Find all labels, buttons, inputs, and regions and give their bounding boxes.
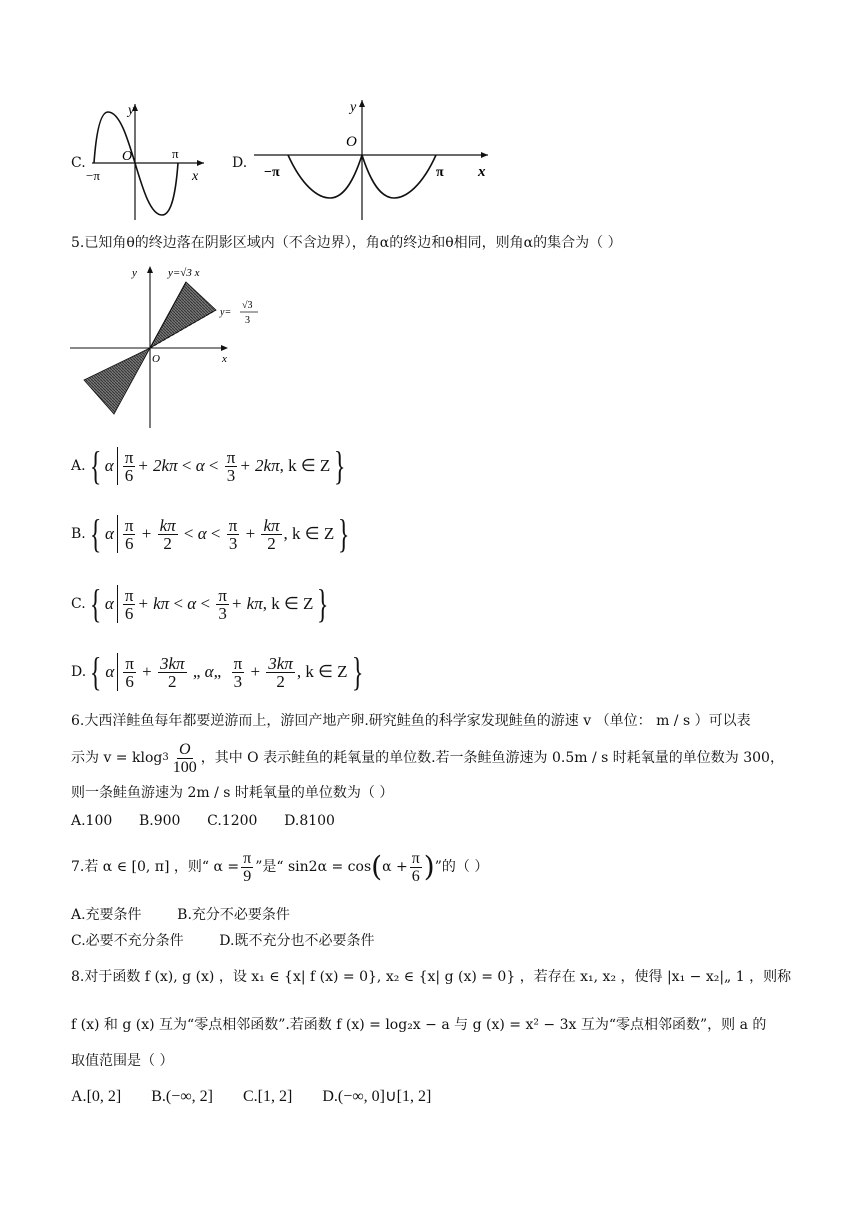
q6-options[interactable]: A.100 B.900 C.1200 D.8100 xyxy=(71,813,335,829)
q5-option-c[interactable]: C. { α $\frac{\pi}{6}$ + kπ < α < $\frac{\pi}{3}$ + kπ , k ∈ Z } xyxy=(71,581,329,626)
term: + kπ xyxy=(137,594,170,613)
q6-formula-post: ，其中 O 表示鲑鱼的耗氧量的单位数.若一条鲑鱼游速为 0.5m / s 时耗氧量的单位数为 300， xyxy=(200,750,784,766)
q8-line3: 取值范围是（ ） xyxy=(71,1053,174,1069)
q8-option-d-label: D. xyxy=(322,1088,338,1105)
q4-d-pi: π xyxy=(436,165,444,180)
q8-option-c-value: [1, 2] xyxy=(257,1088,293,1105)
q4-c-neg-pi: −π xyxy=(86,168,100,183)
frac-den: 3 xyxy=(218,603,227,623)
q7-options-ab[interactable]: A.充要条件 B.充分不必要条件 xyxy=(71,907,290,923)
frac-num: kπ xyxy=(159,515,176,535)
q5-line2-den: 3 xyxy=(245,315,250,326)
q4-d-neg-pi: −π xyxy=(264,165,280,180)
frac-num: π xyxy=(226,447,236,467)
frac-den: 6 xyxy=(124,465,134,485)
q8-option-c[interactable] xyxy=(243,1088,292,1106)
frac-den: 100 xyxy=(172,758,197,776)
q5-option-a[interactable]: A. { α $\frac{\pi}{6}$ + 2kπ < α < $\frac{\pi}{3}$ + 2kπ , k ∈ Z } xyxy=(71,443,346,488)
frac-den: 2 xyxy=(267,533,276,553)
q8-option-b[interactable] xyxy=(151,1088,213,1106)
term: + 2kπ xyxy=(137,456,178,475)
frac-num: π xyxy=(228,515,238,535)
q5-origin: O xyxy=(152,353,160,365)
q4-graph-c xyxy=(84,100,210,222)
frac-den: 6 xyxy=(124,603,134,623)
frac-den: 9 xyxy=(243,867,252,885)
q7-post: ”的（ ） xyxy=(434,859,489,875)
q5-option-b[interactable]: B. { α $\frac{\pi}{6}$ + $\frac{k\pi}{2}$ < α < $\frac{\pi}{3}$ + $\frac{k\pi}{2}$ , k ∈ Z } xyxy=(71,511,350,556)
k-domain: , k ∈ Z xyxy=(296,662,348,681)
q4-d-y-label: y xyxy=(350,100,357,115)
q5-line1-label: y=√3 x xyxy=(168,267,200,279)
frac-num: kπ xyxy=(263,515,280,535)
q8-option-b-value: (−∞, 2] xyxy=(165,1088,213,1105)
frac-num: π xyxy=(243,849,252,867)
frac-den: 3 xyxy=(226,465,236,485)
frac-den: 2 xyxy=(168,671,177,691)
q4-c-y-label: y xyxy=(128,103,135,118)
q5-stem: 5.已知角θ的终边落在阴影区域内（不含边界），角α的终边和θ相同，则角α的集合为（ ） xyxy=(71,235,622,251)
q8-option-c-label: C. xyxy=(242,1088,258,1105)
frac-num: π xyxy=(124,447,134,467)
q4-option-d-label[interactable]: D. xyxy=(232,155,248,171)
q4-d-x-label: x xyxy=(478,164,486,180)
q8-option-a[interactable] xyxy=(71,1088,121,1106)
q8-options xyxy=(71,1088,431,1106)
frac-num: π xyxy=(124,585,134,605)
q8-line2: f (x) 和 g (x) 互为“零点相邻函数”.若函数 f (x) = log₂x − a 与 g (x) = x² − 3x 互为“零点相邻函数”，则 a 的 xyxy=(71,1017,767,1033)
q5-figure xyxy=(70,262,280,430)
k-domain: , k ∈ Z xyxy=(279,456,331,475)
q6-log-base: 3 xyxy=(162,752,169,763)
q5-option-a-label: A. xyxy=(71,458,86,474)
q6-line3: 则一条鲑鱼游速为 2m / s 时耗氧量的单位数为（ ） xyxy=(71,785,394,801)
q8-option-a-value: [0, 2] xyxy=(86,1088,122,1105)
q4-d-origin: O xyxy=(346,134,357,150)
q5-x-label: x xyxy=(222,353,227,365)
frac-num: π xyxy=(411,849,420,867)
q5-option-d-label: D. xyxy=(71,664,87,680)
q5-option-c-label: C. xyxy=(71,596,86,612)
q7-options-cd[interactable]: C.必要不充分条件 D.既不充分也不必要条件 xyxy=(71,933,375,949)
frac-num: 3kπ xyxy=(268,653,293,673)
frac-num: π xyxy=(218,585,227,605)
frac-den: 3 xyxy=(228,533,238,553)
k-domain: , k ∈ Z xyxy=(283,524,335,543)
q8-option-a-label: A. xyxy=(71,1088,87,1105)
frac-num: O xyxy=(178,740,191,758)
q5-option-d[interactable]: D. { α $\frac{\pi}{6}$ + $\frac{3k\pi}{2}$ „ α „ $\frac{\pi}{3}$ + $\frac{3k\pi}{2}$ , k ∈ Z } xyxy=(71,649,363,694)
q7-pre: 7.若 α ∈ [0, π] ，则“ α = xyxy=(71,859,240,875)
frac-den: 6 xyxy=(124,533,134,553)
frac-num: 3kπ xyxy=(160,653,185,673)
q5-line2-lhs: y= xyxy=(220,307,232,318)
q7-stem: 7.若 α ∈ [0, π] ，则“ α = $\frac{\pi}{9}$ ”是“ sin2α = cos ( α + $\frac{\pi}{6}$ ) ”的（ ） xyxy=(71,849,489,885)
q4-option-c-label[interactable]: C. xyxy=(71,155,86,171)
q6-line2 xyxy=(71,738,784,778)
q5-line2-num: √3 xyxy=(242,300,253,311)
q6-formula-pre: 示为 v = klog xyxy=(71,750,163,766)
q4-graph-d xyxy=(250,96,496,222)
q8-option-b-label: B. xyxy=(151,1088,166,1105)
q6-line1: 6.大西洋鲑鱼每年都要逆游而上，游回产地产卵.研究鲑鱼的科学家发现鲑鱼的游速 v （单位： m / s ）可以表 xyxy=(71,713,751,729)
q4-c-x-label: x xyxy=(192,169,199,184)
frac-den: 6 xyxy=(411,867,420,885)
q8-option-d[interactable] xyxy=(322,1088,431,1106)
q5-y-label: y xyxy=(132,267,137,279)
q7-mid: ”是“ sin2α = cos xyxy=(255,859,372,875)
q4-c-origin: O xyxy=(122,149,133,164)
term: + kπ xyxy=(230,594,263,613)
frac-den: 2 xyxy=(163,533,172,553)
frac-num: π xyxy=(124,515,134,535)
frac-den: 6 xyxy=(125,671,134,691)
q5-option-b-label: B. xyxy=(71,526,86,542)
k-domain: , k ∈ Z xyxy=(262,594,314,613)
frac-den: 3 xyxy=(233,671,243,691)
q8-option-d-value: (−∞, 0]∪[1, 2] xyxy=(337,1088,432,1105)
term: + 2kπ xyxy=(239,456,280,475)
q7-inner: α + xyxy=(382,859,408,875)
q4-c-pi: π xyxy=(172,146,179,161)
frac-num: π xyxy=(125,653,134,673)
frac-den: 2 xyxy=(276,671,285,691)
q8-line1: 8.对于函数 f (x), g (x) ，设 x₁ ∈ {x| f (x) = 0}, x₂ ∈ {x| g (x) = 0} ，若存在 x₁, x₂ ，使得 |x₁ − x₂|„ 1 ，则称 xyxy=(71,969,792,985)
frac-num: π xyxy=(233,653,243,673)
